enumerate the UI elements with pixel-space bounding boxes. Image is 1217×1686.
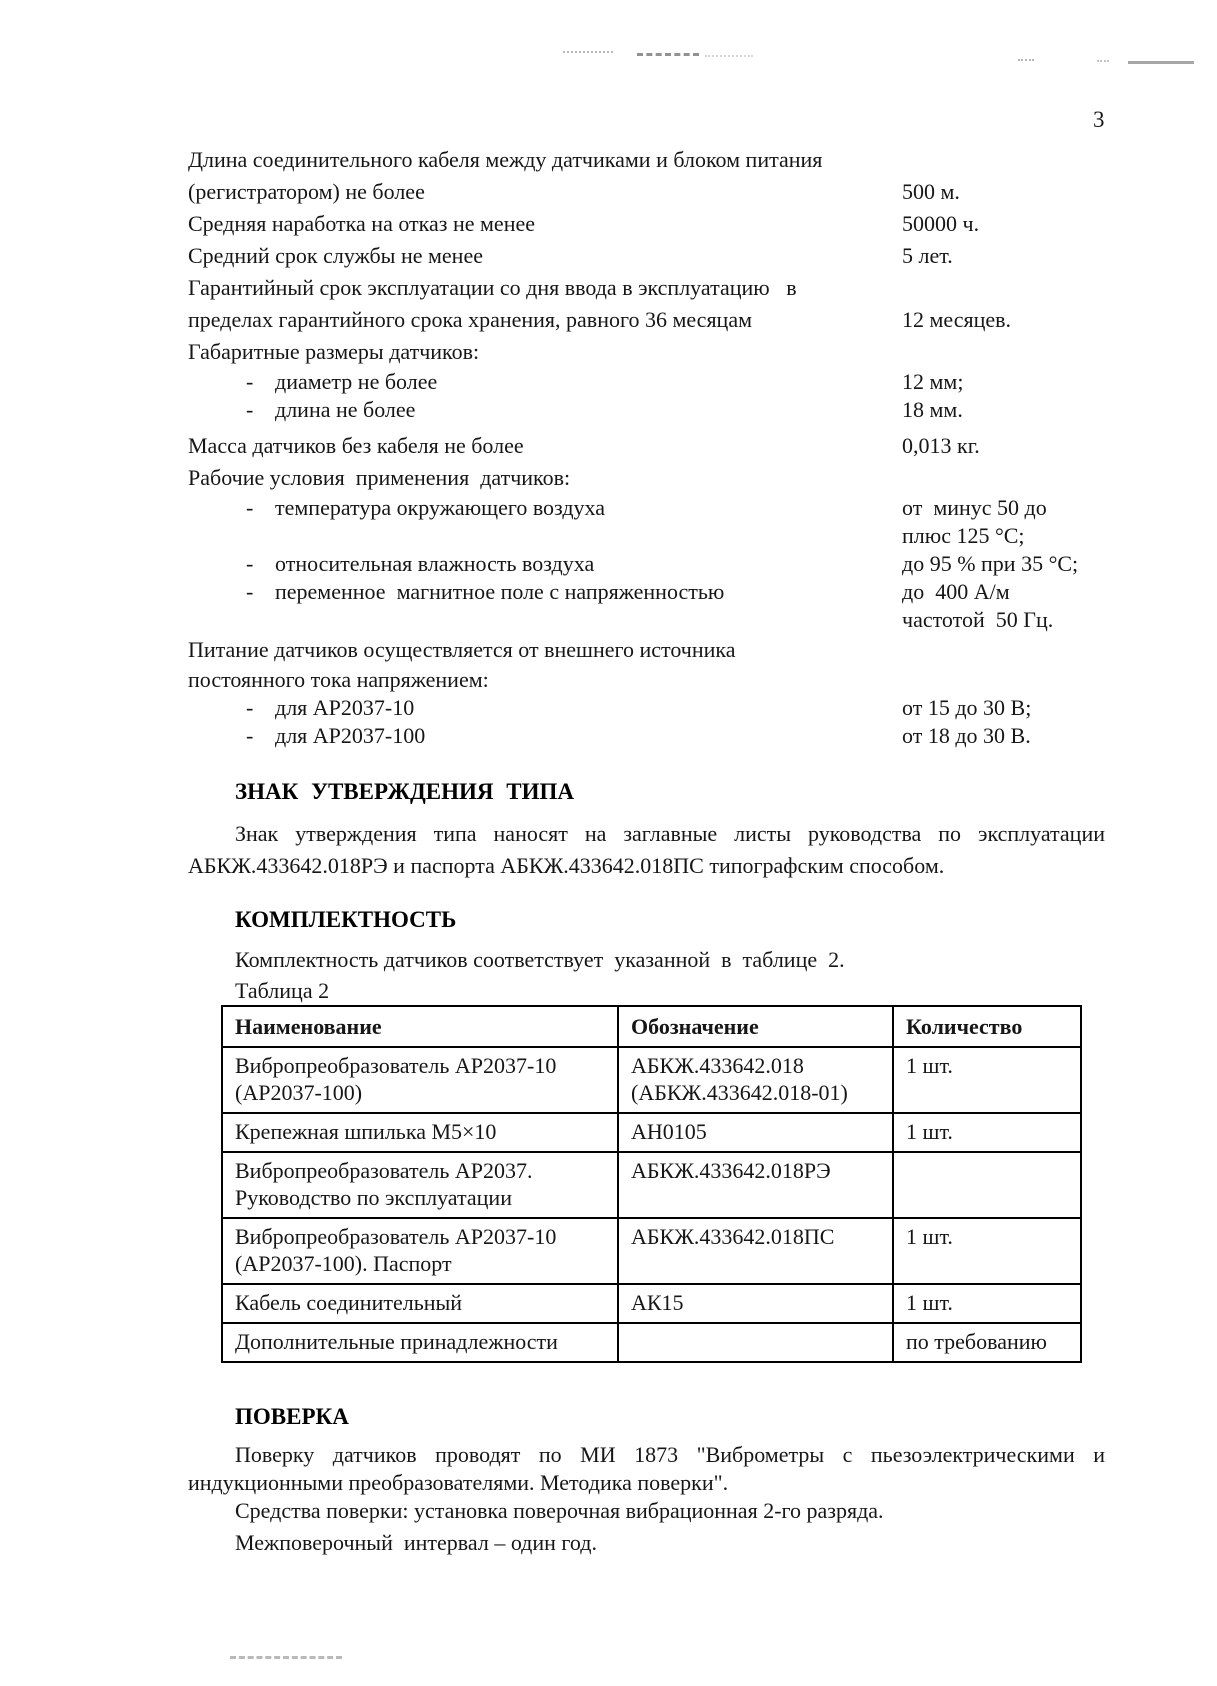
completeness-intro: Комплектность датчиков соответствует указанной в таблице 2. bbox=[235, 947, 845, 972]
spec-diameter bbox=[188, 368, 1105, 396]
table-row bbox=[222, 1152, 1081, 1218]
list-dash: - bbox=[246, 369, 254, 394]
cell-quantity: 1 шт. bbox=[893, 1218, 1081, 1284]
heading-completeness: КОМПЛЕКТНОСТЬ bbox=[235, 907, 457, 932]
spec-length-value: 18 мм. bbox=[902, 397, 963, 422]
spec-service-life-label: Средний срок службы не менее bbox=[188, 243, 483, 268]
spec-power-ap2037-10-label: для АР2037-10 bbox=[275, 695, 415, 720]
spec-mass bbox=[188, 430, 1105, 462]
spec-power-header-line2: постоянного тока напряжением: bbox=[188, 667, 489, 692]
list-dash: - bbox=[246, 723, 254, 748]
table-header-quantity: Количество bbox=[893, 1006, 1081, 1047]
cell-quantity: 1 шт. bbox=[893, 1047, 1081, 1113]
spec-power-header-line1: Питание датчиков осуществляется от внешнего источника bbox=[188, 637, 736, 662]
cell-designation: АК15 bbox=[618, 1284, 893, 1323]
verification-paragraph-2: Средства поверки: установка поверочная вибрационная 2-го разряда. bbox=[235, 1498, 884, 1523]
table-caption: Таблица 2 bbox=[235, 978, 330, 1003]
spec-mtbf bbox=[188, 208, 1105, 240]
cell-designation: АН0105 bbox=[618, 1113, 893, 1152]
spec-power-ap2037-100-label: для АР2037-100 bbox=[275, 723, 426, 748]
table-row bbox=[222, 1218, 1081, 1284]
spec-dimensions-label: Габаритные размеры датчиков: bbox=[188, 339, 480, 364]
spec-power-ap2037-10-value: от 15 до 30 В; bbox=[902, 695, 1032, 720]
spec-humidity-label: относительная влажность воздуха bbox=[275, 551, 595, 576]
table-header-designation: Обозначение bbox=[618, 1006, 893, 1047]
spec-warranty bbox=[188, 272, 1105, 336]
table-header-name: Наименование bbox=[222, 1006, 618, 1047]
spec-mtbf-label: Средняя наработка на отказ не менее bbox=[188, 211, 535, 236]
cell-designation: АБКЖ.433642.018 (АБКЖ.433642.018-01) bbox=[618, 1047, 893, 1113]
spec-magnetic-field-label: переменное магнитное поле с напряженностью bbox=[275, 579, 725, 604]
verification-paragraph-3: Межповерочный интервал – один год. bbox=[235, 1530, 597, 1555]
scan-artifact-bottom bbox=[230, 1656, 342, 1659]
spec-service-life bbox=[188, 240, 1105, 272]
spec-operating-header bbox=[188, 462, 1105, 494]
cell-name: Дополнительные принадлежности bbox=[222, 1323, 618, 1362]
verification-paragraph-1: Поверку датчиков проводят по МИ 1873 "Виброметры с пьезоэлектрическими и индукционными преобразователями. Методика поверки". bbox=[188, 1442, 1105, 1495]
page-number: 3 bbox=[1093, 107, 1105, 132]
table-row bbox=[222, 1113, 1081, 1152]
cell-quantity: 1 шт. bbox=[893, 1113, 1081, 1152]
spec-mass-label: Масса датчиков без кабеля не более bbox=[188, 433, 524, 458]
completeness-table bbox=[221, 1005, 1082, 1363]
cell-name: Вибропреобразователь АР2037-10 (АР2037-100). Паспорт bbox=[222, 1218, 618, 1284]
spec-list bbox=[188, 144, 1105, 750]
list-dash: - bbox=[246, 551, 254, 576]
cell-quantity: по требованию bbox=[893, 1323, 1081, 1362]
spec-magnetic-field bbox=[188, 578, 1105, 634]
spec-magnetic-field-value: до 400 А/м частотой 50 Гц. bbox=[902, 579, 1054, 632]
spec-temperature bbox=[188, 494, 1105, 550]
cell-designation bbox=[618, 1323, 893, 1362]
spec-temperature-label: температура окружающего воздуха bbox=[275, 495, 606, 520]
spec-operating-label: Рабочие условия применения датчиков: bbox=[188, 465, 571, 490]
type-approval-paragraph: Знак утверждения типа наносят на заглавные листы руководства по эксплуатации АБКЖ.433642.018РЭ и паспорта АБКЖ.433642.018ПС типографским способом. bbox=[188, 821, 1105, 878]
cell-name: Крепежная шпилька М5×10 bbox=[222, 1113, 618, 1152]
spec-warranty-label: Гарантийный срок эксплуатации со дня ввода в эксплуатацию в пределах гарантийного срока хранения, равного 36 месяцам bbox=[188, 275, 797, 332]
cell-quantity: 1 шт. bbox=[893, 1284, 1081, 1323]
cell-name: Кабель соединительный bbox=[222, 1284, 618, 1323]
table-header-row bbox=[222, 1006, 1081, 1047]
spec-diameter-value: 12 мм; bbox=[902, 369, 964, 394]
spec-cable-length-label: Длина соединительного кабеля между датчиками и блоком питания (регистратором) не более bbox=[188, 147, 823, 204]
spec-warranty-value: 12 месяцев. bbox=[902, 307, 1012, 332]
spec-humidity bbox=[188, 550, 1105, 578]
spec-mass-value: 0,013 кг. bbox=[902, 433, 980, 458]
list-dash: - bbox=[246, 695, 254, 720]
spec-diameter-label: диаметр не более bbox=[275, 369, 438, 394]
spec-length bbox=[188, 396, 1105, 424]
spec-length-label: длина не более bbox=[275, 397, 416, 422]
cell-name: Вибропреобразователь АР2037-10 (АР2037-100) bbox=[222, 1047, 618, 1113]
table-row bbox=[222, 1323, 1081, 1362]
list-dash: - bbox=[246, 495, 254, 520]
table-row bbox=[222, 1284, 1081, 1323]
cell-name: Вибропреобразователь АР2037. Руководство по эксплуатации bbox=[222, 1152, 618, 1218]
list-dash: - bbox=[246, 397, 254, 422]
spec-power-ap2037-100 bbox=[188, 722, 1105, 750]
spec-power-ap2037-100-value: от 18 до 30 В. bbox=[902, 723, 1031, 748]
spec-cable-length-value: 500 м. bbox=[902, 179, 960, 204]
spec-service-life-value: 5 лет. bbox=[902, 243, 953, 268]
spec-power-ap2037-10 bbox=[188, 694, 1105, 722]
list-dash: - bbox=[246, 579, 254, 604]
cell-designation: АБКЖ.433642.018ПС bbox=[618, 1218, 893, 1284]
spec-mtbf-value: 50000 ч. bbox=[902, 211, 980, 236]
spec-cable-length bbox=[188, 144, 1105, 208]
cell-quantity bbox=[893, 1152, 1081, 1218]
spec-humidity-value: до 95 % при 35 °С; bbox=[902, 551, 1079, 576]
heading-type-approval-mark: ЗНАК УТВЕРЖДЕНИЯ ТИПА bbox=[235, 779, 574, 804]
heading-verification: ПОВЕРКА bbox=[235, 1404, 349, 1429]
table-row bbox=[222, 1047, 1081, 1113]
cell-designation: АБКЖ.433642.018РЭ bbox=[618, 1152, 893, 1218]
spec-temperature-value: от минус 50 до плюс 125 °С; bbox=[902, 495, 1047, 548]
spec-dimensions-header bbox=[188, 336, 1105, 368]
